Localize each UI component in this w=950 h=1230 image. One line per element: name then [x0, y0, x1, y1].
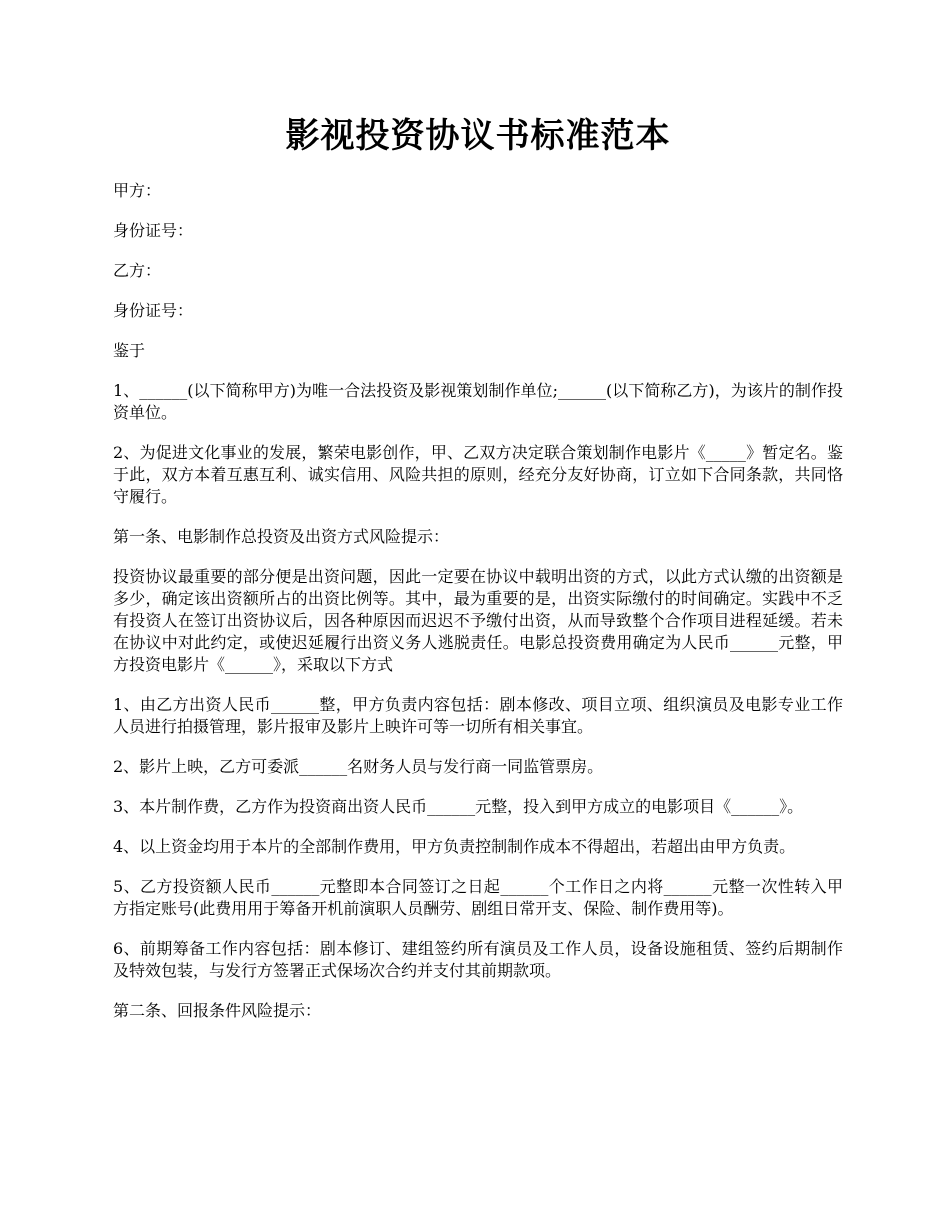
article-1-clause-5: 5、乙方投资额人民币______元整即本合同签订之日起______个工作日之内将______元整一次性转入甲方指定账号(此费用用于筹备开机前演职人员酬劳、剧组日常开支、保险、制作费用等)。	[113, 877, 843, 918]
recital-1: 1、______(以下简称甲方)为唯一合法投资及影视策划制作单位;______(以下简称乙方)，为该片的制作投资单位。	[113, 381, 843, 422]
article-1-clause-4: 4、以上资金均用于本片的全部制作费用，甲方负责控制制作成本不得超出，若超出由甲方负责。	[113, 837, 796, 856]
party-a-line: 甲方：	[113, 181, 162, 200]
recital-2: 2、为促进文化事业的发展，繁荣电影创作，甲、乙双方决定联合策划制作电影片《_____》暂定名。鉴于此，双方本着互惠互利、诚实信用、风险共担的原则，经充分友好协商，订立如下合同条款，共同恪守履行。	[113, 443, 843, 506]
document-title: 影视投资协议书标准范本	[285, 116, 671, 156]
article-2-heading: 第二条、回报条件风险提示：	[113, 1001, 322, 1020]
article-1-risk-note: 投资协议最重要的部分便是出资问题，因此一定要在协议中载明出资的方式，以此方式认缴的出资额是多少，确定该出资额所占的出资比例等。其中，最为重要的是，出资实际缴付的时间确定。实践中不乏有投资人在签订出资协议后，因各种原因而迟迟不予缴付出资，从而导致整个合作项目进程延缓。若未在协议中对此约定，或使迟延履行出资义务人逃脱责任。电影总投资费用确定为人民币______元整，甲方投资电影片《______》，采取以下方式	[113, 567, 843, 674]
party-b-id-line: 身份证号：	[113, 301, 194, 320]
article-1-clause-6: 6、前期筹备工作内容包括：剧本修订、建组签约所有演员及工作人员，设备设施租赁、签约后期制作及特效包装，与发行方签署正式保场次合约并支付其前期款项。	[113, 939, 843, 980]
article-1-clause-1: 1、由乙方出资人民币______整，甲方负责内容包括：剧本修改、项目立项、组织演员及电影专业工作人员进行拍摄管理，影片报审及影片上映许可等一切所有相关事宜。	[113, 695, 843, 736]
party-b-line: 乙方：	[113, 261, 162, 280]
article-1-heading: 第一条、电影制作总投资及出资方式风险提示：	[113, 527, 450, 546]
whereas-heading: 鉴于	[113, 341, 146, 360]
party-a-id-line: 身份证号：	[113, 221, 194, 240]
article-1-clause-3: 3、本片制作费，乙方作为投资商出资人民币______元整，投入到甲方成立的电影项目《______》。	[113, 797, 804, 816]
document-body	[113, 180, 843, 1040]
article-1-clause-2: 2、影片上映，乙方可委派______名财务人员与发行商一同监管票房。	[113, 757, 604, 776]
